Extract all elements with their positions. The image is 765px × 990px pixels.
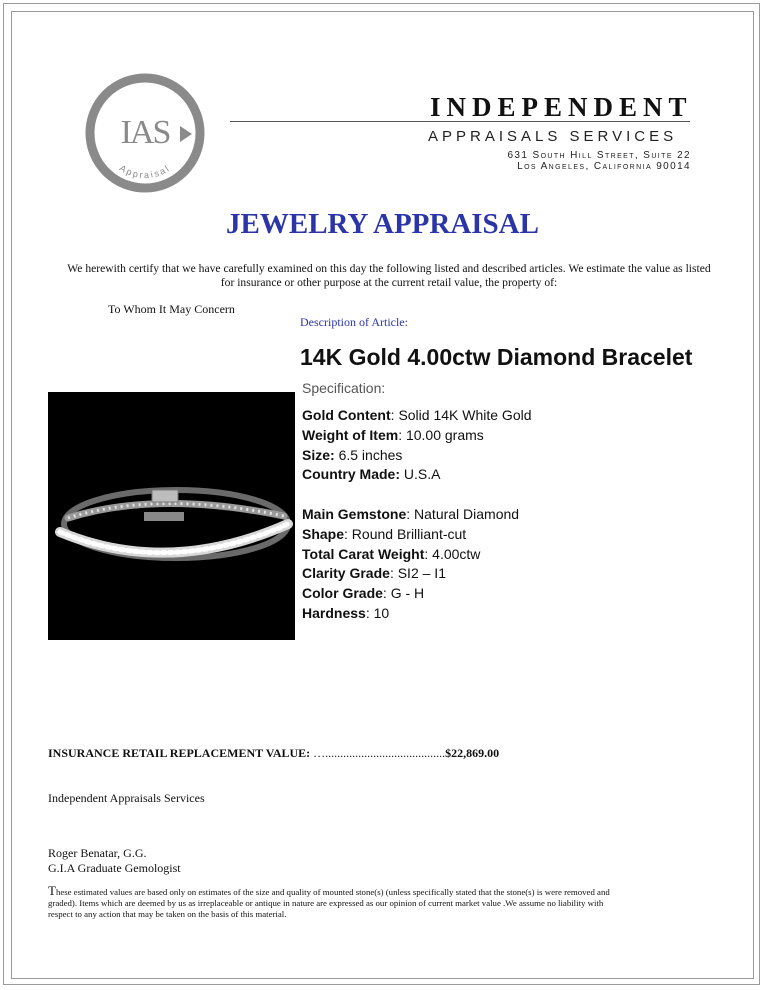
insurance-value-label: INSURANCE RETAIL REPLACEMENT VALUE: [48, 746, 311, 760]
spec-color: Color Grade: G - H [302, 585, 425, 602]
description-label: Description of Article: [300, 315, 408, 329]
address-line-1: 631 South Hill Street, Suite 22 [507, 150, 691, 161]
insurance-value-line [48, 746, 499, 761]
spec-hardness: Hardness: 10 [302, 604, 390, 621]
logo-letters: IAS [120, 114, 170, 151]
logo-ring-text: Appraisal [117, 162, 173, 181]
appraiser-name: Roger Benatar, G.G. [48, 846, 147, 860]
appraiser-title: G.I.A Graduate Gemologist [48, 861, 181, 875]
appraiser-organization: Independent Appraisals Services [48, 791, 205, 805]
disclaimer-body: hese estimated values are based only on estimates of the size and quality of mounted stone(s) (unless specifically stated that the stone(s) is were removed and graded). Items which are deemed by us as irreplaceable or antique in nature are expressed as our opinion of current market value .We assume no liability with respect to any action that may be taken on the basis of this material. [48, 887, 610, 919]
spec-clarity: Clarity Grade: SI2 – I1 [302, 565, 446, 582]
ias-logo [84, 72, 206, 194]
bracelet-photo [48, 392, 295, 640]
spec-spacer [302, 485, 532, 505]
spec-shape: Shape: Round Brilliant-cut [302, 525, 467, 542]
company-subtitle: APPRAISALS SERVICES [428, 128, 678, 145]
spec-carat-weight: Total Carat Weight: 4.00ctw [302, 545, 481, 562]
spec-country: Country Made: U.S.A [302, 466, 441, 483]
certification-text: We herewith certify that we have carefully examined on this day the following listed and described articles. We estimate the value as listed for insurance or other purpose at the current retail value, the property of: [67, 262, 711, 289]
spec-size: Size: 6.5 inches [302, 446, 403, 463]
header-divider [230, 121, 690, 122]
spec-weight: Weight of Item: 10.00 grams [302, 426, 484, 443]
specification-label: Specification: [302, 380, 386, 396]
disclaimer-text [48, 885, 628, 920]
address-line-2: Los Angeles, California 90014 [517, 161, 691, 172]
spec-main-gemstone: Main Gemstone: Natural Diamond [302, 505, 520, 522]
item-title: 14K Gold 4.00ctw Diamond Bracelet [300, 344, 693, 370]
document-title: JEWELRY APPRAISAL [226, 208, 539, 240]
specification-list [302, 406, 532, 624]
insurance-value-leader: …........................................ [310, 746, 446, 760]
insurance-value-amount: $22,869.00 [445, 746, 500, 760]
company-name: INDEPENDENT [430, 92, 693, 122]
owner-name: To Whom It May Concern [108, 302, 235, 316]
spec-gold-content: Gold Content: Solid 14K White Gold [302, 407, 532, 423]
disclaimer-initial: T [48, 883, 56, 898]
